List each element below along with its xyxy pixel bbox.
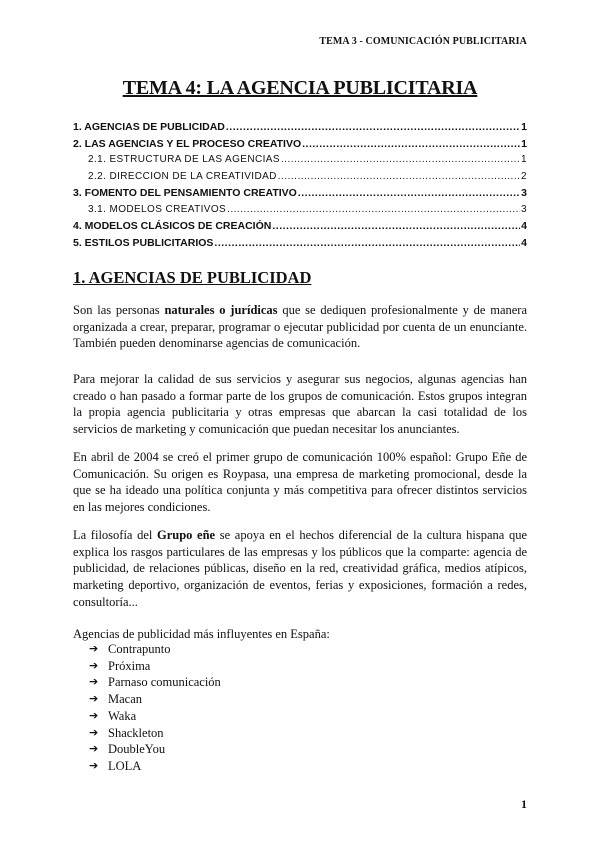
list-item-label: LOLA <box>108 758 142 773</box>
list-item-label: DoubleYou <box>108 742 166 757</box>
list-item-label: Macan <box>108 692 143 707</box>
toc-entry[interactable] <box>73 237 527 254</box>
list-item <box>89 741 221 758</box>
toc-entry-page: 4 <box>521 220 527 232</box>
arrow-bullet-icon: ➔ <box>89 642 99 655</box>
list-item <box>89 708 221 725</box>
paragraph-text: que se dediquen profesionalmente y de manera organizada a crear, preparar, programar o ejecutar publicidad por cuenta de un enunciante. También pueden denominarse agencias de comunicación. <box>73 303 527 351</box>
toc-leader <box>281 154 520 165</box>
toc-entry-label: 3. FOMENTO DEL PENSAMIENTO CREATIVO <box>73 187 297 199</box>
list-item-label: Contrapunto <box>108 642 171 656</box>
arrow-bullet-icon: ➔ <box>89 742 99 756</box>
running-header: TEMA 3 - COMUNICACIÓN PUBLICITARIA <box>319 36 527 47</box>
toc-leader <box>278 171 520 182</box>
toc-entry-label: 3.1. MODELOS CREATIVOS <box>88 203 227 215</box>
list-item <box>89 691 221 708</box>
page-number: 1 <box>521 797 527 811</box>
toc-leader <box>302 138 520 150</box>
toc-leader <box>227 204 520 215</box>
list-item-label: Parnaso comunicación <box>108 675 221 690</box>
toc-entry-page: 3 <box>521 187 527 199</box>
paragraph-list-intro: Agencias de publicidad más influyentes en España: <box>73 627 330 641</box>
toc-entry-label: 4. MODELOS CLÁSICOS DE CREACIÓN <box>73 220 272 232</box>
paragraph-philosophy <box>73 527 527 611</box>
toc-entry[interactable] <box>73 171 527 188</box>
emphasis-text: naturales o jurídicas <box>164 303 278 317</box>
list-item <box>89 658 221 675</box>
toc-leader <box>214 237 520 249</box>
toc-entry-label: 2.1. ESTRUCTURA DE LAS AGENCIAS <box>88 154 280 165</box>
arrow-bullet-icon: ➔ <box>89 708 99 722</box>
toc-entry[interactable] <box>73 154 527 171</box>
list-item <box>89 758 221 775</box>
toc-entry[interactable] <box>73 138 527 155</box>
emphasis-text: Grupo eñe <box>157 528 216 542</box>
paragraph-grupo-ene: En abril de 2004 se creó el primer grupo de comunicación 100% español: Grupo Eñe de Comunicación. Su origen es Roypasa, una empresa de marketing promocional, desde la que se ha ideado una política conjunta y más competitiva para ofrecer distintos servicios en las mejores condiciones. <box>73 450 527 515</box>
section-heading: 1. AGENCIAS DE PUBLICIDAD <box>73 268 312 287</box>
agency-list <box>89 641 221 775</box>
toc-entry-page: 3 <box>521 203 527 215</box>
list-item <box>89 725 221 742</box>
arrow-bullet-icon: ➔ <box>89 692 99 706</box>
arrow-bullet-icon: ➔ <box>89 675 99 689</box>
list-item-label: Próxima <box>108 658 151 673</box>
paragraph-text: Son las personas <box>73 303 165 317</box>
toc-entry[interactable] <box>73 187 527 204</box>
list-item <box>89 674 221 691</box>
toc-leader <box>272 220 520 232</box>
toc-entry-label: 2. LAS AGENCIAS Y EL PROCESO CREATIVO <box>73 137 302 150</box>
paragraph-definition <box>73 302 527 352</box>
paragraph-text: La filosofía del <box>73 528 157 542</box>
page-title: TEMA 4: LA AGENCIA PUBLICITARIA <box>122 77 478 99</box>
toc-entry-page: 2 <box>521 170 527 182</box>
toc-entry-page: 4 <box>521 236 527 249</box>
toc-leader <box>298 187 520 199</box>
toc-entry-page: 1 <box>521 121 527 133</box>
table-of-contents <box>73 121 527 253</box>
toc-entry-page: 1 <box>521 154 527 165</box>
paragraph-text: se apoya en el hechos diferencial de la cultura hispana que explica los rasgos particulares de las empresas y los públicos que la comparte: agencia de publicidad, de relaciones públicas, diseño en la red, creatividad gráfica, medios atípicos, marketing deportivo, organización de eventos, ferias y exposiciones, formación a redes, consultoría... <box>73 528 527 609</box>
toc-entry-label: 5. ESTILOS PUBLICITARIOS <box>73 236 214 249</box>
toc-entry-label: 1. AGENCIAS DE PUBLICIDAD <box>73 121 225 133</box>
toc-entry[interactable] <box>73 204 527 221</box>
toc-entry-page: 1 <box>521 137 527 150</box>
list-item-label: Waka <box>108 708 137 723</box>
paragraph-communication-groups: Para mejorar la calidad de sus servicios y asegurar sus negocios, algunas agencias han creado o han pasado a formar parte de los grupos de comunicación. Estos grupos integran la propia agencia publicitaria y otras empresas que abarcan la casi totalidad de los servicios de marketing y comunicación que puedan necesitar los anunciantes. <box>73 372 527 437</box>
toc-entry-label: 2.2. DIRECCIÓN DE LA CREATIVIDAD <box>88 170 277 182</box>
toc-entry[interactable] <box>73 121 527 138</box>
arrow-bullet-icon: ➔ <box>89 725 99 739</box>
arrow-bullet-icon: ➔ <box>89 758 99 772</box>
toc-entry[interactable] <box>73 220 527 237</box>
toc-leader <box>226 121 520 133</box>
arrow-bullet-icon: ➔ <box>89 658 99 672</box>
list-item <box>89 641 221 658</box>
list-item-label: Shackleton <box>108 725 164 740</box>
